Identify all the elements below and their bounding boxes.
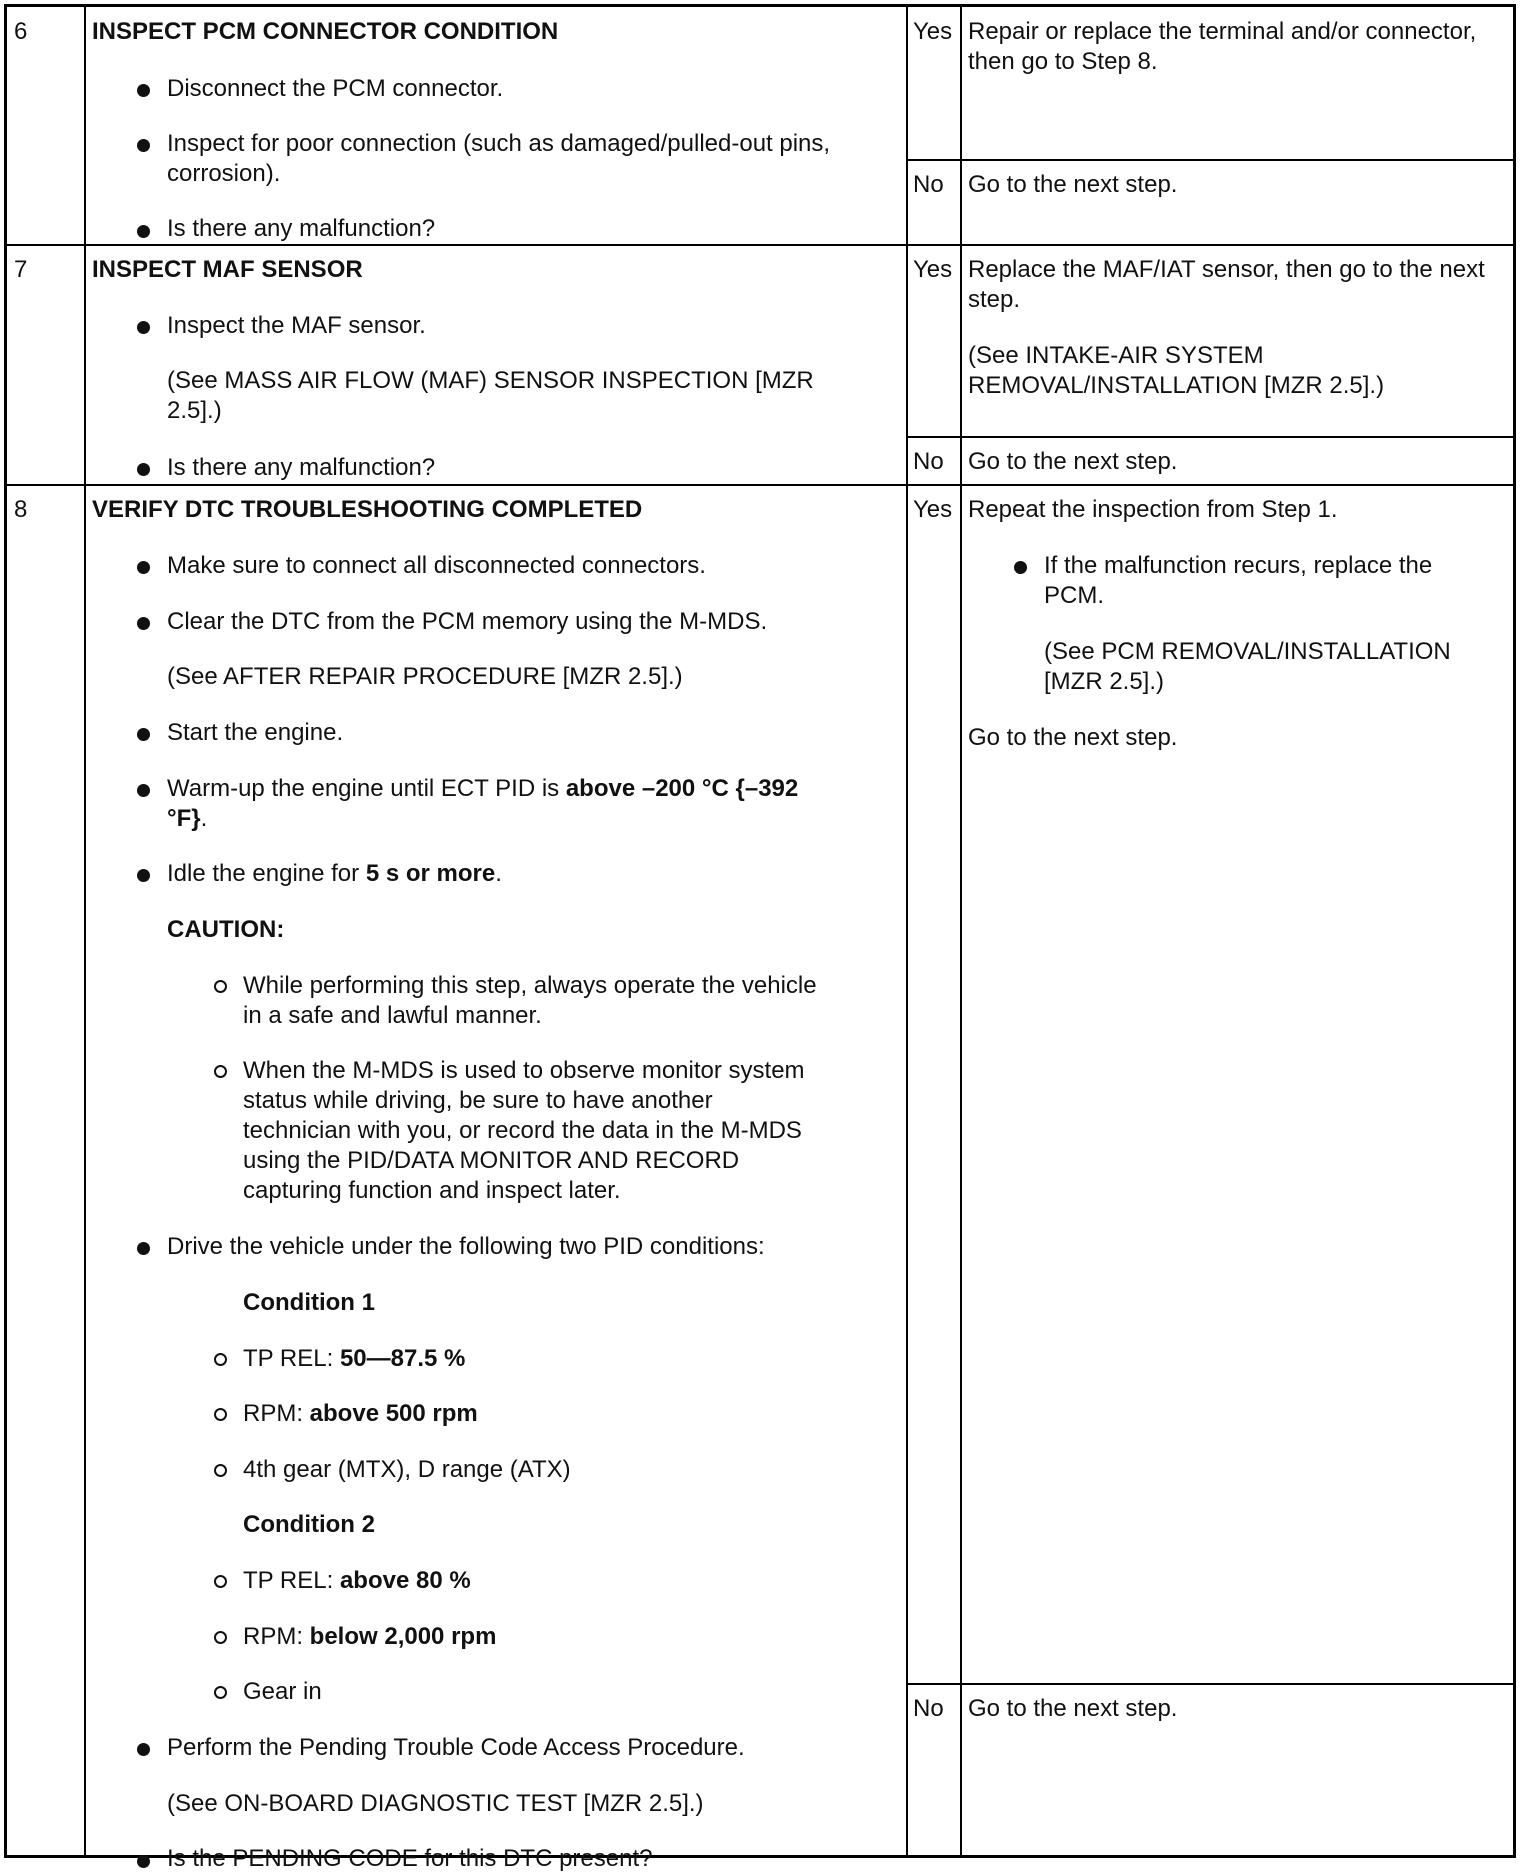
bullet-icon bbox=[137, 84, 150, 97]
yes-label: Yes bbox=[913, 496, 953, 523]
step-reference: (See AFTER REPAIR PROCEDURE [MZR 2.5].) bbox=[167, 663, 683, 690]
step-item: Clear the DTC from the PCM memory using the M-MDS. bbox=[167, 608, 768, 635]
yes-action-cont: then go to Step 8. bbox=[968, 48, 1158, 75]
sub-bullet-icon bbox=[214, 1408, 227, 1421]
sub-bullet-icon bbox=[214, 980, 227, 993]
condition-item: TP REL: above 80 % bbox=[243, 1567, 471, 1594]
step-item: Make sure to connect all disconnected connectors. bbox=[167, 552, 706, 579]
yes-next-step: Go to the next step. bbox=[968, 724, 1178, 751]
step-item: Is there any malfunction? bbox=[167, 454, 436, 481]
bullet-icon bbox=[137, 139, 150, 152]
yes-no-divider-6 bbox=[906, 159, 1513, 161]
step-number: 6 bbox=[14, 18, 28, 45]
step-item: Start the engine. bbox=[167, 719, 344, 746]
no-action: Go to the next step. bbox=[968, 448, 1178, 475]
bullet-icon bbox=[1014, 561, 1027, 574]
condition-heading: Condition 1 bbox=[243, 1289, 375, 1316]
no-action: Go to the next step. bbox=[968, 1695, 1178, 1722]
row-divider-6-7 bbox=[7, 244, 1513, 246]
step-reference-cont: 2.5].) bbox=[167, 397, 222, 424]
bullet-icon bbox=[137, 728, 150, 741]
caution-item-cont: in a safe and lawful manner. bbox=[243, 1002, 542, 1029]
step-title: INSPECT MAF SENSOR bbox=[92, 256, 363, 283]
caution-item-cont: status while driving, be sure to have another bbox=[243, 1087, 713, 1114]
caution-item-cont: capturing function and inspect later. bbox=[243, 1177, 621, 1204]
yes-reference: (See INTAKE-AIR SYSTEM bbox=[968, 342, 1264, 369]
condition-item: TP REL: 50—87.5 % bbox=[243, 1345, 466, 1372]
yes-reference-cont: [MZR 2.5].) bbox=[1044, 668, 1165, 695]
sub-bullet-icon bbox=[214, 1353, 227, 1366]
sub-bullet-icon bbox=[214, 1464, 227, 1477]
bullet-icon bbox=[137, 784, 150, 797]
bullet-icon bbox=[137, 463, 150, 476]
row-divider-7-8 bbox=[7, 484, 1513, 486]
sub-bullet-icon bbox=[214, 1065, 227, 1078]
step-item: Inspect for poor connection (such as damaged/pulled-out pins, bbox=[167, 130, 831, 157]
condition-item: RPM: above 500 rpm bbox=[243, 1400, 478, 1427]
col-divider-result bbox=[960, 7, 962, 1855]
condition-heading: Condition 2 bbox=[243, 1511, 375, 1538]
condition-item: RPM: below 2,000 rpm bbox=[243, 1623, 497, 1650]
condition-item: Gear in bbox=[243, 1678, 322, 1705]
step-item: Disconnect the PCM connector. bbox=[167, 75, 504, 102]
yes-action-cont: step. bbox=[968, 286, 1021, 313]
caution-item-cont: using the PID/DATA MONITOR AND RECORD bbox=[243, 1147, 740, 1174]
yes-action: Repair or replace the terminal and/or connector, bbox=[968, 18, 1477, 45]
yes-no-divider-8 bbox=[906, 1683, 1513, 1685]
no-label: No bbox=[913, 448, 944, 475]
step-reference: (See MASS AIR FLOW (MAF) SENSOR INSPECTION [MZR bbox=[167, 367, 814, 394]
sub-bullet-icon bbox=[214, 1575, 227, 1588]
step-title: VERIFY DTC TROUBLESHOOTING COMPLETED bbox=[92, 496, 643, 523]
bullet-icon bbox=[137, 1855, 150, 1868]
yes-no-divider-7 bbox=[906, 436, 1513, 438]
step-item-cont: corrosion). bbox=[167, 160, 281, 187]
step-number: 7 bbox=[14, 256, 28, 283]
yes-action-item-cont: PCM. bbox=[1044, 582, 1104, 609]
bullet-icon bbox=[137, 321, 150, 334]
caution-item: While performing this step, always operate the vehicle bbox=[243, 972, 817, 999]
no-label: No bbox=[913, 171, 944, 198]
col-divider-action bbox=[906, 7, 908, 1855]
yes-action-item: If the malfunction recurs, replace the bbox=[1044, 552, 1433, 579]
no-label: No bbox=[913, 1695, 944, 1722]
step-number: 8 bbox=[14, 496, 28, 523]
step-item-warmup: Warm-up the engine until ECT PID is above –200 °C {–392 bbox=[167, 775, 799, 802]
bullet-icon bbox=[137, 869, 150, 882]
bullet-icon bbox=[137, 617, 150, 630]
yes-reference: (See PCM REMOVAL/INSTALLATION bbox=[1044, 638, 1451, 665]
sub-bullet-icon bbox=[214, 1686, 227, 1699]
step-reference: (See ON-BOARD DIAGNOSTIC TEST [MZR 2.5].) bbox=[167, 1790, 704, 1817]
yes-reference-cont: REMOVAL/INSTALLATION [MZR 2.5].) bbox=[968, 372, 1385, 399]
col-divider-step bbox=[84, 7, 86, 1855]
sub-bullet-icon bbox=[214, 1631, 227, 1644]
yes-action: Replace the MAF/IAT sensor, then go to the next bbox=[968, 256, 1485, 283]
step-item-warmup-cont: °F}. bbox=[167, 805, 208, 832]
bullet-icon bbox=[137, 1242, 150, 1255]
yes-label: Yes bbox=[913, 256, 953, 283]
bullet-icon bbox=[137, 1743, 150, 1756]
yes-label: Yes bbox=[913, 18, 953, 45]
step-item: Perform the Pending Trouble Code Access Procedure. bbox=[167, 1734, 745, 1761]
caution-item: When the M-MDS is used to observe monitor system bbox=[243, 1057, 805, 1084]
step-item: Is there any malfunction? bbox=[167, 215, 436, 242]
step-title: INSPECT PCM CONNECTOR CONDITION bbox=[92, 18, 559, 45]
no-action: Go to the next step. bbox=[968, 171, 1178, 198]
troubleshooting-table bbox=[4, 4, 1516, 1872]
condition-item: 4th gear (MTX), D range (ATX) bbox=[243, 1456, 571, 1483]
step-item-idle: Idle the engine for 5 s or more. bbox=[167, 860, 502, 887]
caution-item-cont: technician with you, or record the data in the M-MDS bbox=[243, 1117, 802, 1144]
step-item: Is the PENDING CODE for this DTC present? bbox=[167, 1845, 653, 1872]
step-item: Inspect the MAF sensor. bbox=[167, 312, 426, 339]
caution-heading: CAUTION: bbox=[167, 916, 285, 943]
bullet-icon bbox=[137, 225, 150, 238]
yes-action: Repeat the inspection from Step 1. bbox=[968, 496, 1338, 523]
bullet-icon bbox=[137, 561, 150, 574]
step-item: Drive the vehicle under the following two PID conditions: bbox=[167, 1233, 765, 1260]
